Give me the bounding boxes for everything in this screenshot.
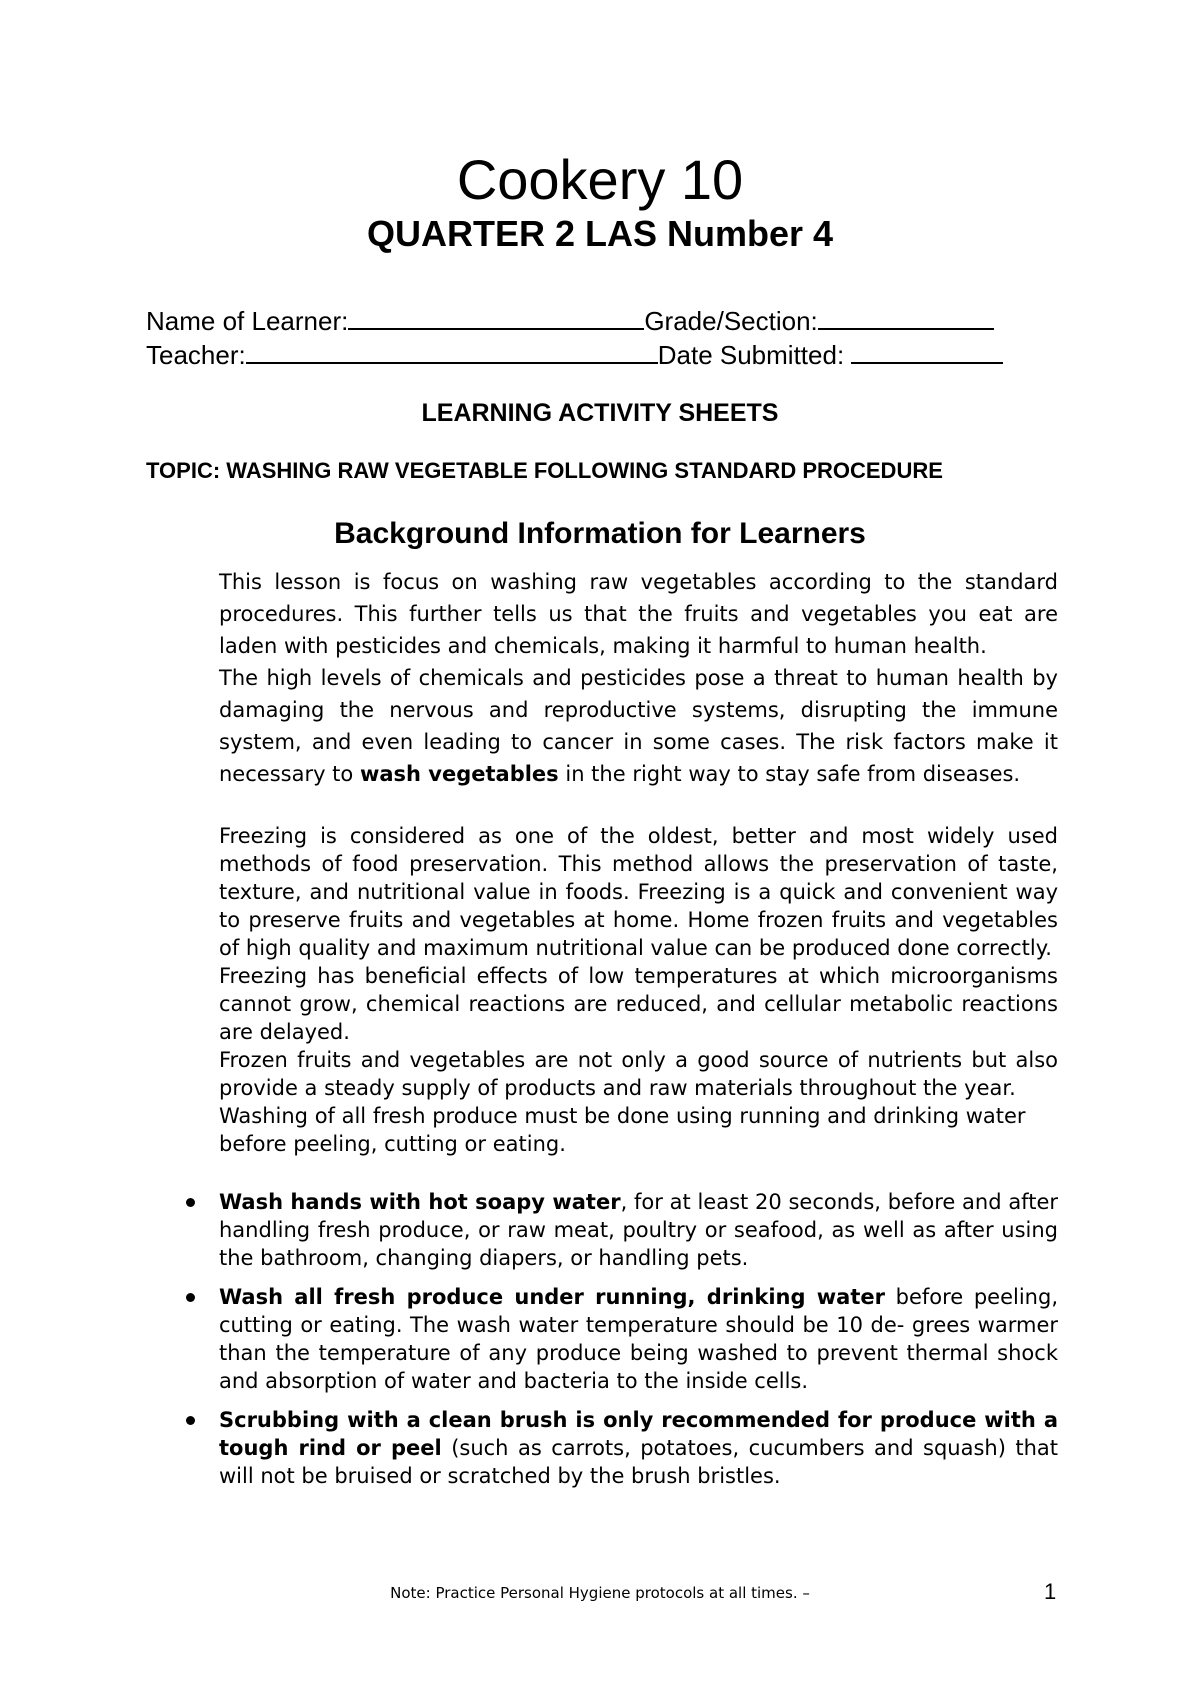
bullet-bold-text: Wash hands with hot soapy water	[219, 1190, 621, 1214]
list-item	[146, 1283, 1058, 1395]
date-submitted-blank[interactable]	[851, 338, 1003, 364]
bullet-icon	[186, 1198, 195, 1207]
teacher-blank[interactable]	[246, 338, 658, 364]
teacher-label: Teacher:	[146, 340, 246, 370]
name-of-learner-blank[interactable]	[348, 304, 644, 330]
washing-guidelines-list	[146, 1188, 1058, 1501]
footer-note: Note: Practice Personal Hygiene protocols at all times. –	[390, 1584, 810, 1602]
freezing-paragraph-1: Freezing is considered as one of the oldest, better and most widely used methods of food preservation. This method allows the preservation of taste, texture, and nutritional value in foods. Freezing is a quick and convenient way to preserve fruits and vegetables at home. Home frozen fruits and vegetables of high quality and maximum nutritional value can be produced done correctly.	[219, 824, 1058, 960]
intro-paragraph-2	[146, 662, 1058, 790]
intro-p2-text: The high levels of chemicals and pesticides pose a threat to human health by damaging the nervous and reproductive systems, disrupting the immune system, and even leading to cancer in some cases. The risk factors make it necessary to	[219, 666, 1058, 786]
bullet-bold-text: Scrubbing with a clean brush is only recommended for produce with a tough rind or peel	[219, 1408, 1058, 1460]
bullet-bold-text: Wash all fresh produce under running, drinking water	[219, 1285, 885, 1309]
page-number: 1	[1044, 1579, 1057, 1604]
name-of-learner-label: Name of Learner:	[146, 306, 349, 336]
document-subtitle: QUARTER 2 LAS Number 4	[366, 213, 834, 254]
freezing-paragraph-4: Washing of all fresh produce must be done using running and drinking water before peeling, cutting or eating.	[219, 1104, 1026, 1156]
teacher-date-row	[146, 338, 1046, 372]
list-item	[146, 1188, 1058, 1272]
intro-p2-bold: wash vegetables	[359, 762, 559, 786]
intro-section	[146, 566, 1058, 790]
bullet-text: , for at least 20 seconds, before and after handling fresh produce, or raw meat, poultry or seafood, as well as after using the bathroom, changing diapers, or handling pets.	[219, 1190, 1058, 1270]
intro-p2-end: in the right way to stay safe from diseases.	[558, 762, 1021, 786]
learner-grade-row	[146, 304, 1046, 338]
freezing-paragraph-2: Freezing has beneficial effects of low temperatures at which microorganisms cannot grow, chemical reactions are reduced, and cellular metabolic reactions are delayed.	[219, 964, 1058, 1044]
freezing-section	[146, 822, 1058, 1158]
learning-activity-sheets-heading: LEARNING ACTIVITY SHEETS	[421, 399, 779, 427]
bullet-icon	[186, 1293, 195, 1302]
grade-section-blank[interactable]	[818, 304, 994, 330]
bullet-text: (such as carrots, potatoes, cucumbers and squash) that will not be bruised or scratched by the brush bristles.	[219, 1436, 1059, 1488]
learner-info-fields	[146, 304, 1046, 372]
intro-paragraph-1: This lesson is focus on washing raw vegetables according to the standard procedures. This further tells us that the fruits and vegetables you eat are laden with pesticides and chemicals, making it harmful to human health.	[219, 570, 1058, 658]
bullet-text: before peeling, cutting or eating. The wash water temperature should be 10 de- grees warmer than the temperature of any produce being washed to prevent thermal shock and absorption of water and bacteria to the inside cells.	[219, 1285, 1058, 1393]
background-info-heading: Background Information for Learners	[334, 517, 866, 550]
bullet-icon	[186, 1416, 195, 1425]
grade-section-label: Grade/Section:	[644, 306, 818, 336]
list-item	[146, 1406, 1058, 1490]
topic-heading: TOPIC: WASHING RAW VEGETABLE FOLLOWING STANDARD PROCEDURE	[146, 458, 943, 483]
freezing-paragraph-3: Frozen fruits and vegetables are not only a good source of nutrients but also provide a steady supply of products and raw materials throughout the year.	[219, 1048, 1058, 1100]
document-title: Cookery 10	[456, 148, 744, 211]
date-submitted-label: Date Submitted:	[657, 340, 852, 370]
